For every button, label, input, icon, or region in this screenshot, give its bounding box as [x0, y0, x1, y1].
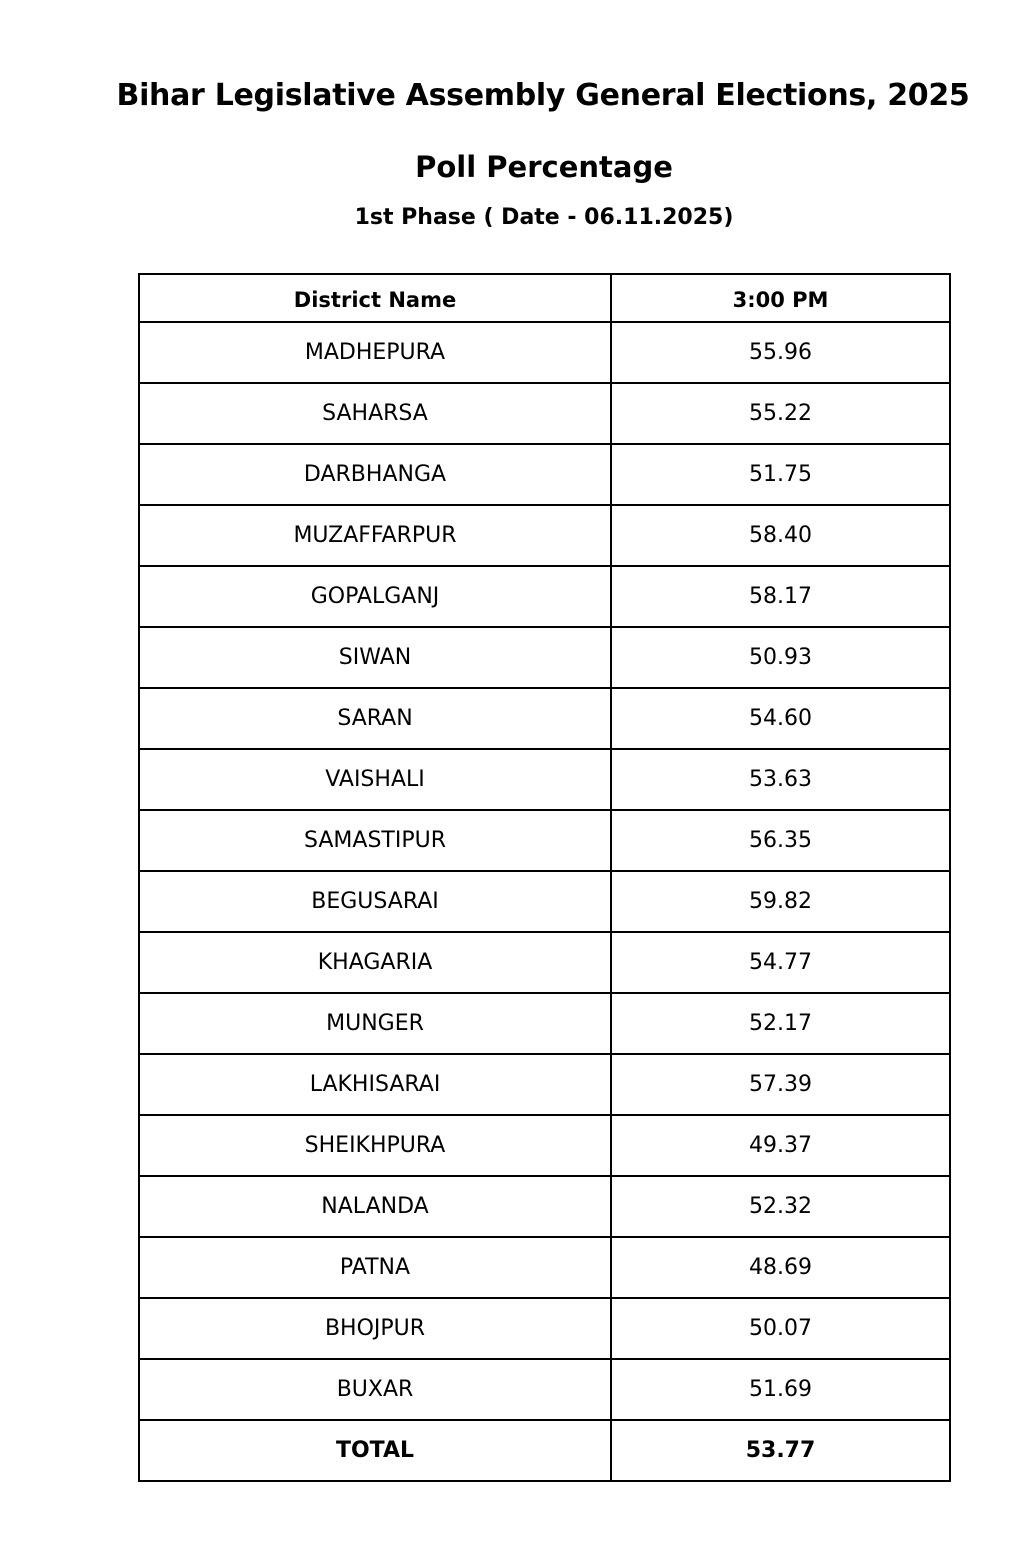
district-name-cell: LAKHISARAI: [139, 1054, 611, 1115]
poll-percentage-table: [138, 273, 951, 1482]
poll-percentage-cell: 52.17: [611, 993, 950, 1054]
poll-percentage-cell: 51.75: [611, 444, 950, 505]
table-row: [139, 871, 950, 932]
poll-percentage-cell: 50.93: [611, 627, 950, 688]
table-row: [139, 1115, 950, 1176]
table-row: [139, 749, 950, 810]
poll-percentage-cell: 54.60: [611, 688, 950, 749]
total-value: 53.77: [611, 1420, 950, 1481]
poll-percentage-cell: 59.82: [611, 871, 950, 932]
district-name-cell: SARAN: [139, 688, 611, 749]
table-row: [139, 383, 950, 444]
poll-percentage-cell: 58.17: [611, 566, 950, 627]
district-name-cell: BUXAR: [139, 1359, 611, 1420]
poll-percentage-cell: 51.69: [611, 1359, 950, 1420]
district-name-cell: NALANDA: [139, 1176, 611, 1237]
page-subtitle: Poll Percentage: [415, 150, 673, 184]
district-name-cell: VAISHALI: [139, 749, 611, 810]
table-row: [139, 566, 950, 627]
table-row: [139, 444, 950, 505]
table-row: [139, 993, 950, 1054]
poll-percentage-cell: 50.07: [611, 1298, 950, 1359]
table-row: [139, 1359, 950, 1420]
district-name-cell: SAHARSA: [139, 383, 611, 444]
table-row: [139, 627, 950, 688]
table-row: [139, 1054, 950, 1115]
district-name-cell: MUNGER: [139, 993, 611, 1054]
page-title: Bihar Legislative Assembly General Elections, 2025: [116, 78, 970, 113]
district-name-cell: BHOJPUR: [139, 1298, 611, 1359]
poll-percentage-cell: 53.63: [611, 749, 950, 810]
poll-percentage-cell: 56.35: [611, 810, 950, 871]
total-label: TOTAL: [139, 1420, 611, 1481]
poll-percentage-cell: 49.37: [611, 1115, 950, 1176]
poll-percentage-cell: 52.32: [611, 1176, 950, 1237]
poll-percentage-cell: 57.39: [611, 1054, 950, 1115]
district-name-cell: DARBHANGA: [139, 444, 611, 505]
phase-date-label: 1st Phase ( Date - 06.11.2025): [354, 205, 734, 230]
table-row: [139, 1176, 950, 1237]
table-header-row: [139, 274, 950, 322]
table-row: [139, 1298, 950, 1359]
district-name-cell: KHAGARIA: [139, 932, 611, 993]
district-name-cell: PATNA: [139, 1237, 611, 1298]
poll-percentage-cell: 58.40: [611, 505, 950, 566]
column-header-time: 3:00 PM: [611, 274, 950, 322]
district-name-cell: SIWAN: [139, 627, 611, 688]
table-row: [139, 1237, 950, 1298]
district-name-cell: MADHEPURA: [139, 322, 611, 383]
district-name-cell: GOPALGANJ: [139, 566, 611, 627]
poll-percentage-cell: 54.77: [611, 932, 950, 993]
column-header-district: District Name: [139, 274, 611, 322]
table-row: [139, 688, 950, 749]
district-name-cell: SAMASTIPUR: [139, 810, 611, 871]
poll-percentage-cell: 55.22: [611, 383, 950, 444]
table-row: [139, 932, 950, 993]
table-row: [139, 322, 950, 383]
total-row: [139, 1420, 950, 1481]
table-body: [139, 322, 950, 1420]
poll-percentage-cell: 55.96: [611, 322, 950, 383]
poll-percentage-cell: 48.69: [611, 1237, 950, 1298]
district-name-cell: SHEIKHPURA: [139, 1115, 611, 1176]
table-row: [139, 505, 950, 566]
district-name-cell: MUZAFFARPUR: [139, 505, 611, 566]
district-name-cell: BEGUSARAI: [139, 871, 611, 932]
table-row: [139, 810, 950, 871]
